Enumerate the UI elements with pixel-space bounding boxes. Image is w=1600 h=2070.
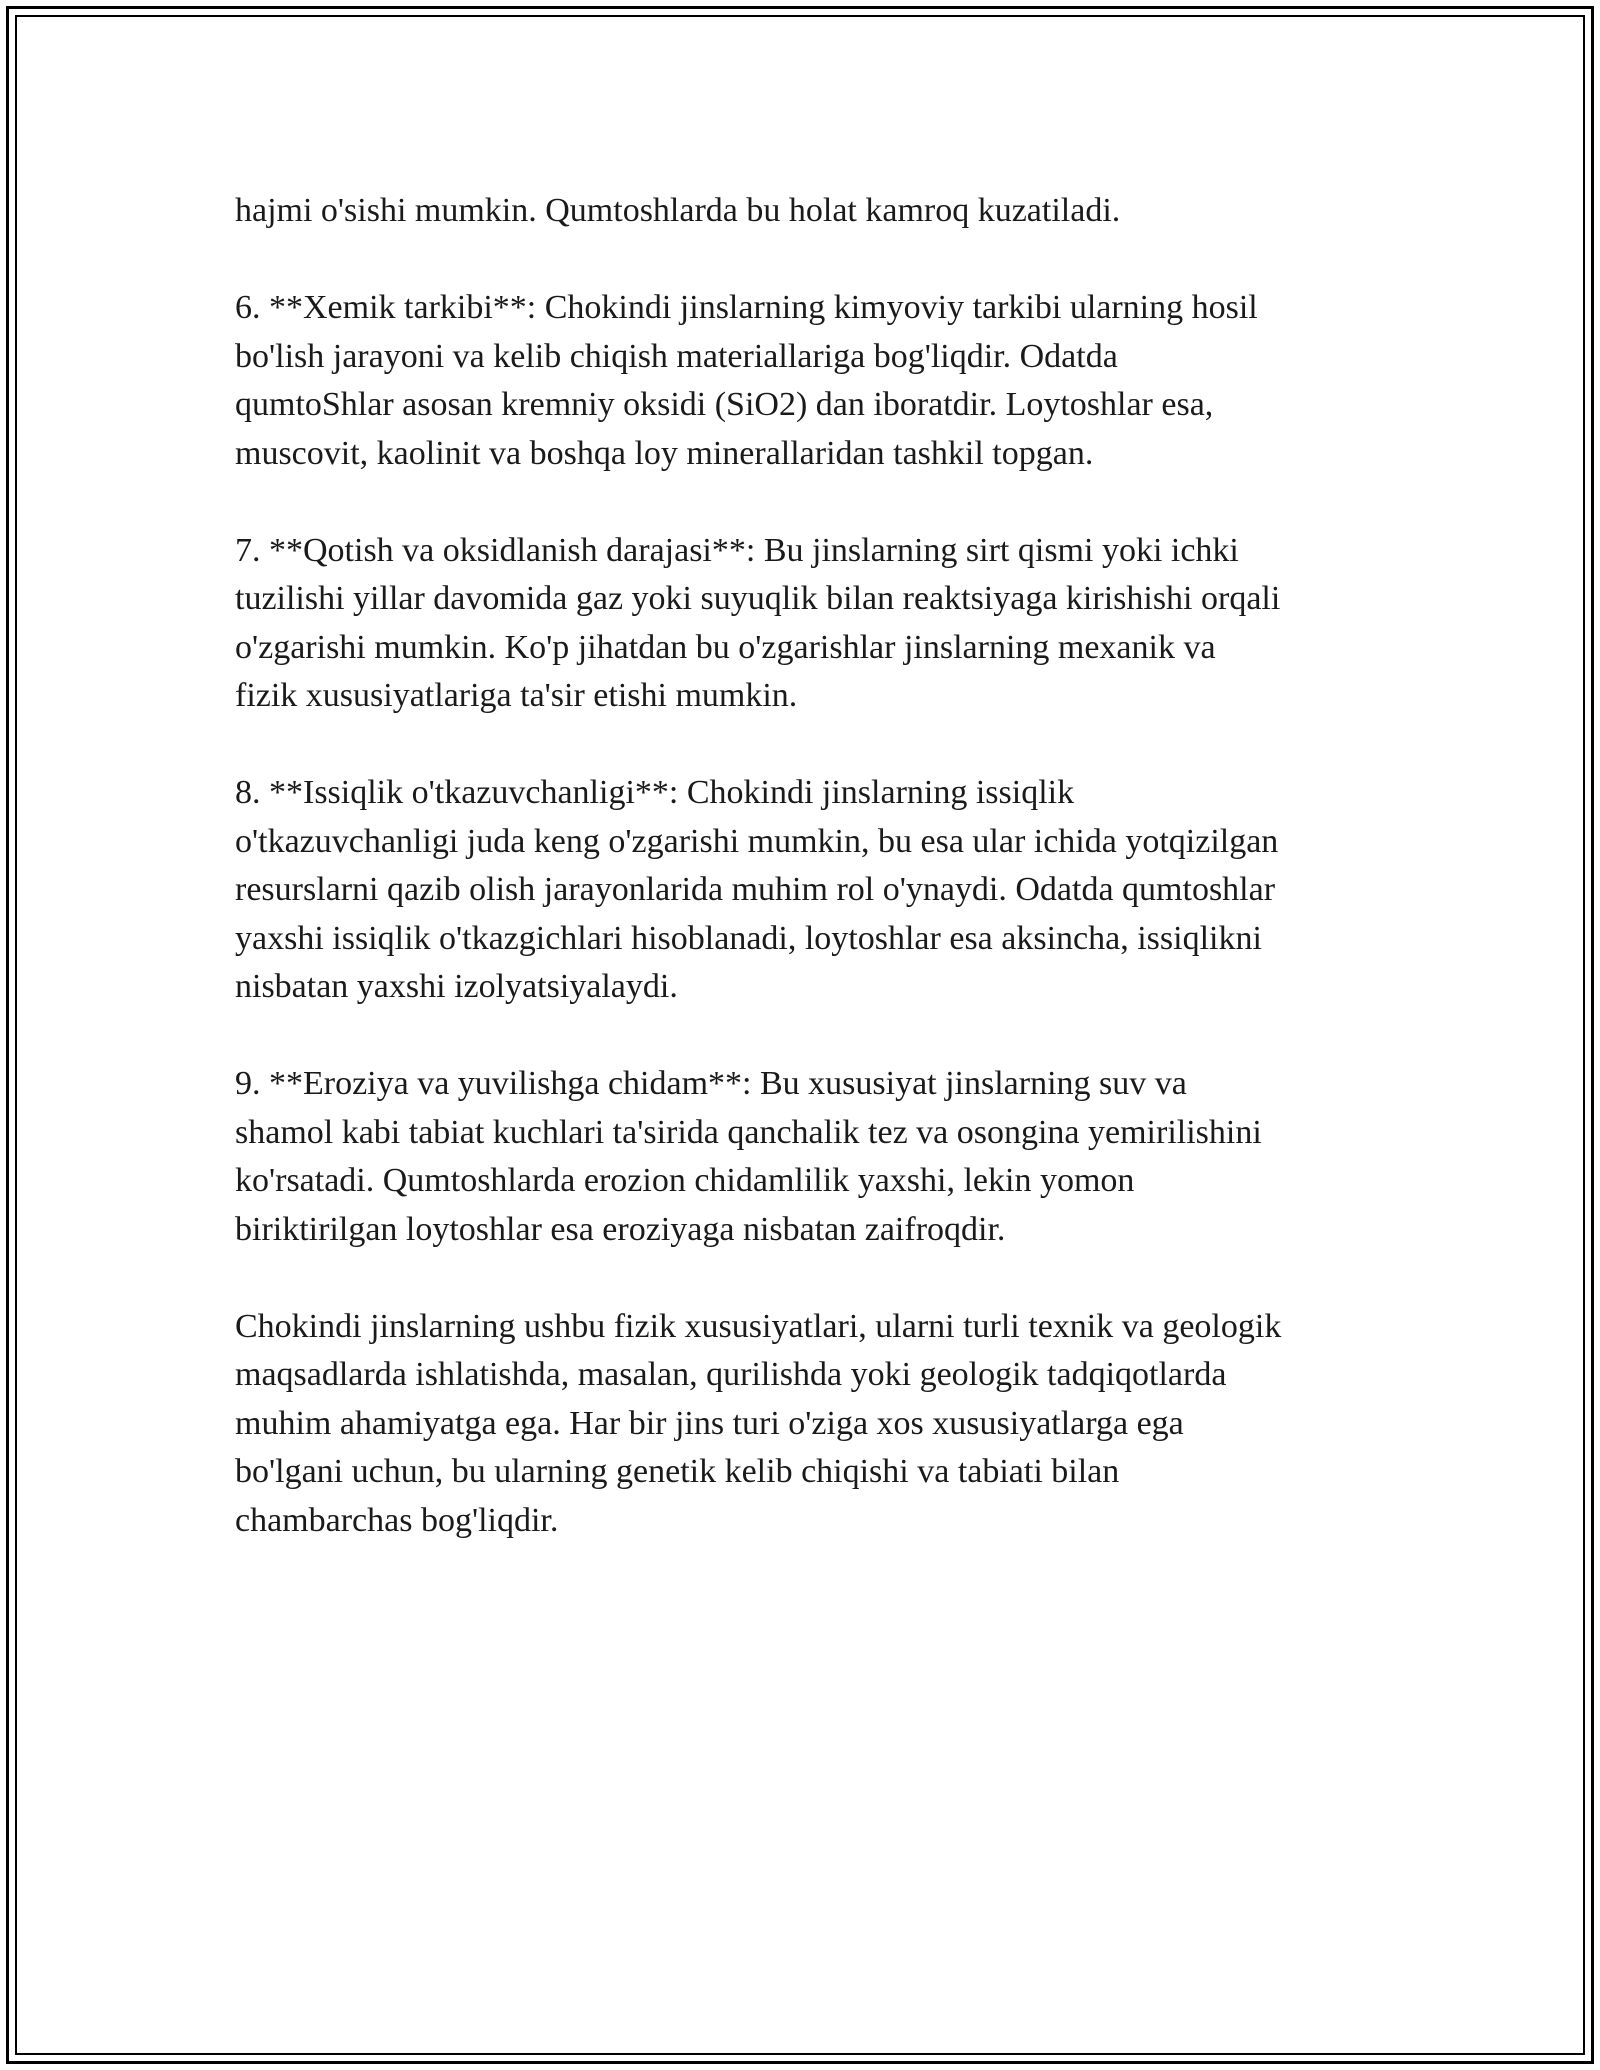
paragraph-6 [235, 1303, 1375, 1546]
text-line: 8. **Issiqlik o'tkazuvchanligi**: Chokindi jinslarning issiqlik [235, 774, 1075, 811]
text-line: maqsadlarda ishlatishda, masalan, qurilishda yoki geologik tadqiqotlarda [235, 1356, 1227, 1393]
text-line: qumtoShlar asosan kremniy oksidi (SiO2) dan iboratdir. Loytoshlar esa, [235, 386, 1214, 423]
paragraph-3 [235, 527, 1375, 721]
text-line: o'tkazuvchanligi juda keng o'zgarishi mumkin, bu esa ular ichida yotqizilgan [235, 822, 1279, 860]
text-line: ko'rsatadi. Qumtoshlarda erozion chidamlilik yaxshi, lekin yomon [235, 1162, 1135, 1199]
text-line: fizik xususiyatlariga ta'sir etishi mumkin. [235, 677, 798, 714]
text-line: biriktirilgan loytoshlar esa eroziyaga nisbatan zaifroqdir. [235, 1210, 1006, 1248]
paragraph-5 [235, 1060, 1375, 1254]
paragraph-2 [235, 284, 1375, 478]
text-line: o'zgarishi mumkin. Ko'p jihatdan bu o'zgarishlar jinslarning mexanik va [235, 628, 1216, 666]
text-line: yaxshi issiqlik o'tkazgichlari hisoblanadi, loytoshlar esa aksincha, issiqlikni [235, 919, 1262, 957]
text-line: 9. **Eroziya va yuvilishga chidam**: Bu xususiyat jinslarning suv va [235, 1065, 1187, 1102]
text-line: muhim ahamiyatga ega. Har bir jins turi o'ziga xos xususiyatlarga ega [235, 1404, 1184, 1442]
text-line: 7. **Qotish va oksidlanish darajasi**: Bu jinslarning sirt qismi yoki ichki [235, 531, 1239, 569]
text-line: nisbatan yaxshi izolyatsiyalaydi. [235, 968, 678, 1005]
text-line: 6. **Xemik tarkibi**: Chokindi jinslarning kimyoviy tarkibi ularning hosil [235, 289, 1258, 326]
text-line: bo'lgani uchun, bu ularning genetik kelib chiqishi va tabiati bilan [235, 1453, 1120, 1490]
text-line: shamol kabi tabiat kuchlari ta'sirida qanchalik tez va osongina yemirilishini [235, 1113, 1262, 1151]
paragraph-gap [235, 478, 1375, 527]
text-line: resurslarni qazib olish jarayonlarida muhim rol o'ynaydi. Odatda qumtoshlar [235, 871, 1276, 908]
paragraph-gap [235, 1254, 1375, 1303]
text-line: muscovit, kaolinit va boshqa loy minerallaridan tashkil topgan. [235, 434, 1094, 472]
text-line: tuzilishi yillar davomida gaz yoki suyuqlik bilan reaktsiyaga kirishishi orqali [235, 580, 1281, 617]
paragraph-gap [235, 1012, 1375, 1061]
text-line: bo'lish jarayoni va kelib chiqish materiallariga bog'liqdir. Odatda [235, 337, 1118, 375]
paragraph-gap [235, 236, 1375, 285]
text-line: chambarchas bog'liqdir. [235, 1501, 559, 1539]
text-line: hajmi o'sishi mumkin. Qumtoshlarda bu holat kamroq kuzatiladi. [235, 192, 1121, 229]
paragraph-gap [235, 721, 1375, 770]
text-line: Chokindi jinslarning ushbu fizik xususiyatlari, ularni turli texnik va geologik [235, 1307, 1282, 1345]
paragraph-1 [235, 187, 1375, 236]
document-body [235, 187, 1375, 1545]
paragraph-4 [235, 769, 1375, 1012]
